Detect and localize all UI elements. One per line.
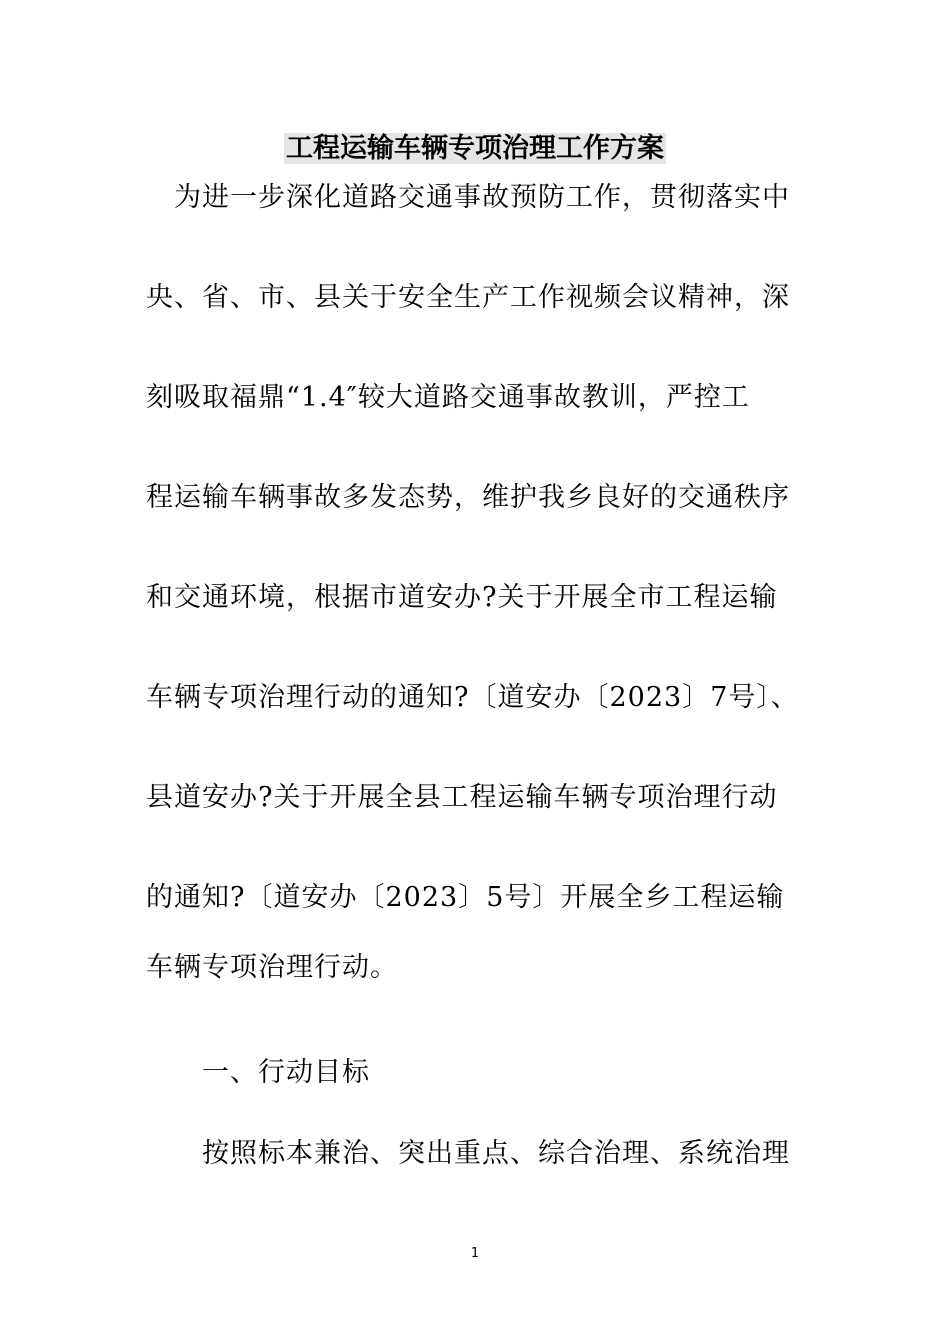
body-line-5: 和交通环境，根据市道安办?关于开展全市工程运输 [146,582,778,613]
body-line-4: 程运输车辆事故多发态势，维护我乡良好的交通秩序 [146,482,790,513]
document-title [0,130,950,168]
body-line-10: 按照标本兼治、突出重点、综合治理、系统治理 [146,1138,790,1169]
body-line-3: 刻吸取福鼎“1.4″较大道路交通事故教训，严控工 [146,382,750,413]
section-heading-1: 一、行动目标 [146,1057,370,1088]
document-title-text: 工程运输车辆专项治理工作方案 [286,133,664,164]
body-line-1: 为进一步深化道路交通事故预防工作，贯彻落实中 [146,182,790,213]
body-line-2: 央、省、市、县关于安全生产工作视频会议精神，深 [146,282,790,313]
body-line-8: 的通知?〔道安办〔2023〕5号〕开展全乡工程运输 [146,882,785,913]
body-line-9: 车辆专项治理行动。 [146,952,398,983]
page-number: 1 [470,1246,480,1261]
body-line-6: 车辆专项治理行动的通知?〔道安办〔2023〕7号〕、 [146,682,799,713]
body-line-7: 县道安办?关于开展全县工程运输车辆专项治理行动 [146,782,778,813]
